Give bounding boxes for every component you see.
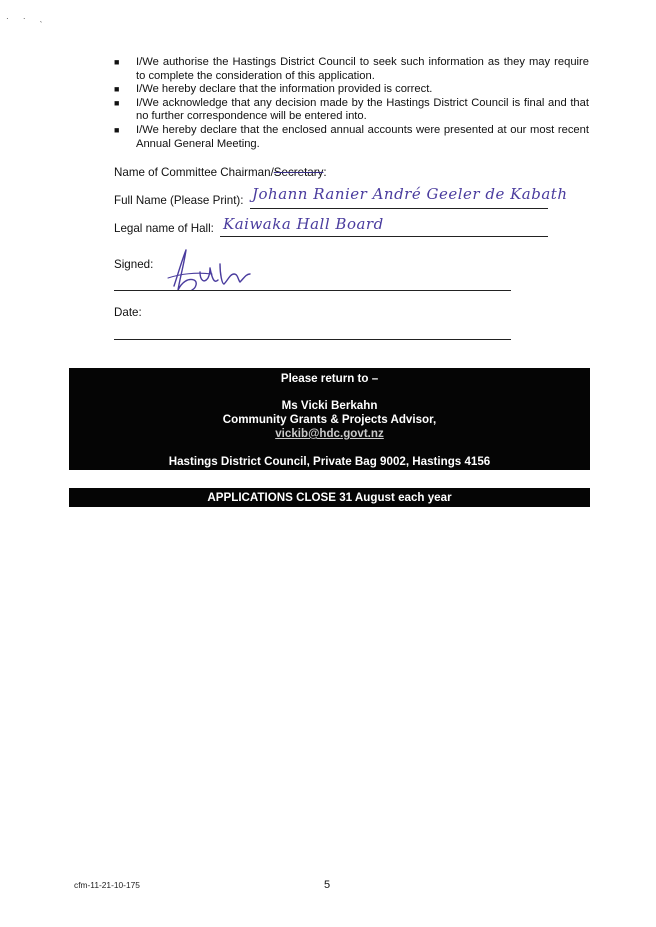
date-line (114, 339, 511, 340)
declaration-item: ■ I/We authorise the Hastings District Council to seek such information as they may require to complete the consideration of this application. (114, 56, 589, 82)
bullet-icon: ■ (114, 84, 120, 95)
applications-close-banner: APPLICATIONS CLOSE 31 August each year (69, 488, 590, 507)
return-heading: Please return to – (280, 372, 379, 385)
signature-line (114, 290, 511, 291)
legal-name-value[interactable]: Kaiwaka Hall Board (223, 215, 384, 233)
declaration-item: ■ I/We hereby declare that the enclosed annual accounts were presented at our most recent Annual General Meeting. (114, 123, 589, 150)
full-name-label: Full Name (Please Print): (114, 194, 244, 207)
committee-label: Name of Committee Chairman/Secretary: (114, 166, 327, 179)
full-name-underline (250, 208, 548, 209)
declaration-item: ■ I/We acknowledge that any decision made by the Hastings District Council is final and that no further correspondence will be entered into. (114, 96, 589, 123)
date-label: Date: (114, 306, 142, 319)
page-number: 5 (324, 879, 331, 891)
bullet-icon: ■ (114, 57, 120, 67)
contact-email-link[interactable]: vickib@hdc.govt.nz (275, 427, 384, 440)
legal-name-label: Legal name of Hall: (114, 222, 214, 235)
signed-label: Signed: (114, 258, 154, 271)
legal-name-underline (220, 236, 548, 237)
scan-artifact: · · ˎ (6, 14, 49, 23)
full-name-value[interactable]: Johann Ranier André Geeler de Kabath (252, 185, 568, 203)
council-address: Hastings District Council, Private Bag 9002, Hastings 4156 (168, 455, 491, 468)
contact-title: Community Grants & Projects Advisor, (222, 413, 437, 426)
declaration-item: ■ I/We hereby declare that the information provided is correct. (114, 83, 433, 96)
declaration-list (114, 56, 589, 151)
form-code: cfm-11-21-10-175 (74, 880, 140, 890)
signature-image (160, 244, 260, 294)
bullet-icon: ■ (114, 124, 120, 135)
return-address-box (69, 368, 590, 470)
contact-name: Ms Vicki Berkahn (281, 399, 378, 412)
bullet-icon: ■ (114, 97, 120, 108)
